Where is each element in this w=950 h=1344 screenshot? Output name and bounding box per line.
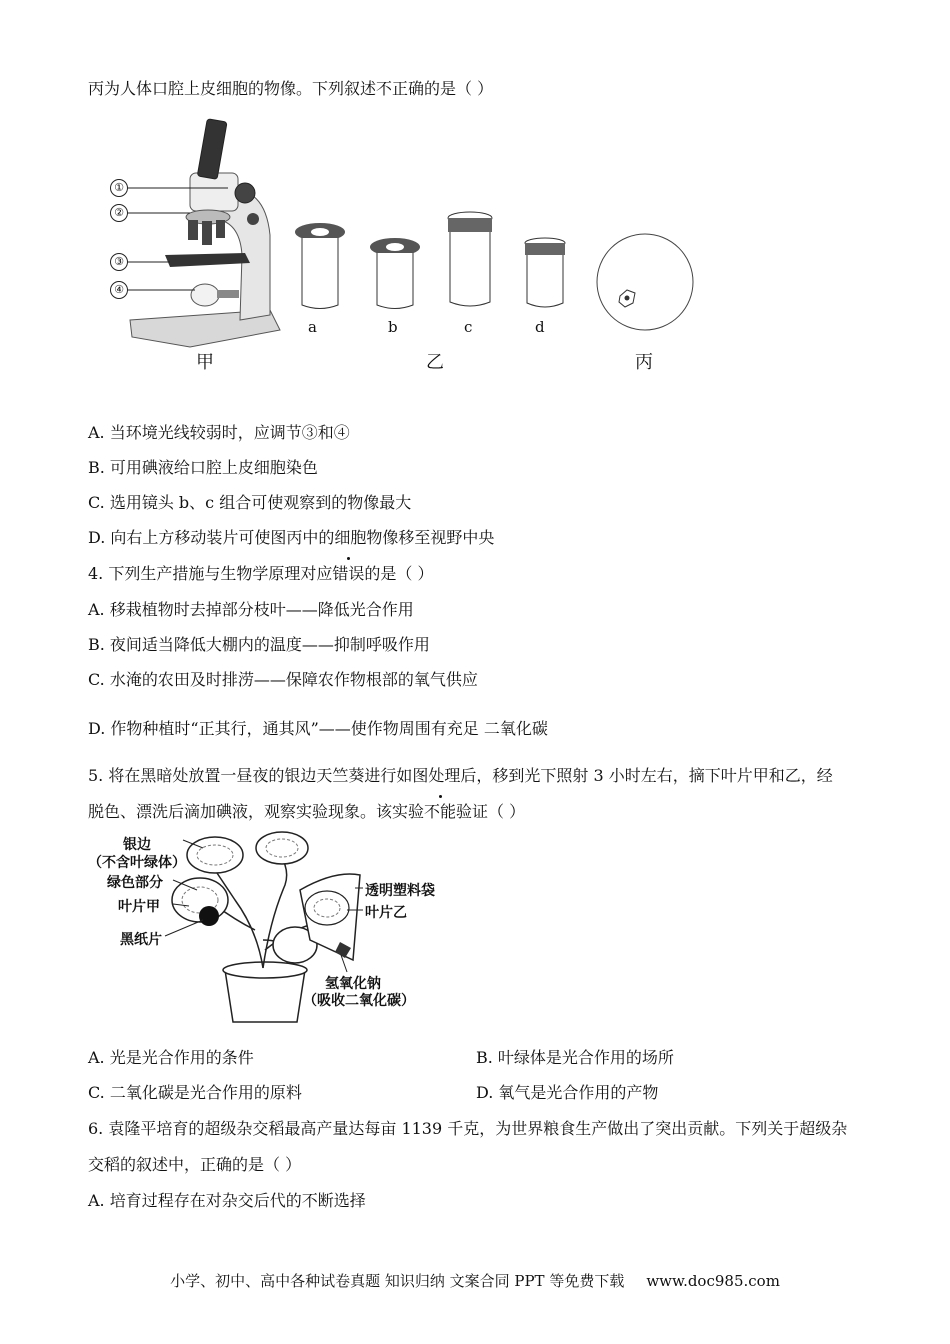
label-leaf-jia: 叶片甲 [118, 899, 160, 915]
q4-option-c: C. 水淹的农田及时排涝——保障农作物根部的氧气供应 [88, 670, 478, 689]
lens-c-image [440, 210, 500, 320]
q3-option-b: B. 可用碘液给口腔上皮细胞染色 [88, 458, 318, 477]
q3-option-a: A. 当环境光线较弱时，应调节③和④ [88, 423, 350, 442]
label-naoh: 氢氧化钠 [325, 976, 381, 992]
lens-c-label: c [464, 318, 473, 336]
q6-stem-line2: 交稻的叙述中，正确的是（ ） [88, 1155, 302, 1174]
label-yinbian: 银边 [123, 837, 151, 853]
q3-figure [100, 110, 720, 380]
lens-a-label: a [308, 318, 317, 336]
q4-stem-emphasis: 错误 [332, 561, 364, 584]
figure-label-bing: 丙 [635, 352, 653, 373]
q3-intro: 丙为人体口腔上皮细胞的物像。下列叙述不正确的是（ ） [88, 79, 494, 98]
lens-d-label: d [535, 318, 545, 336]
marker-2: ② [110, 204, 128, 222]
q5-stem-pre: 脱色、漂洗后滴加碘液，观察实验现象。该实验 [88, 802, 425, 821]
label-leaf-yi: 叶片乙 [365, 905, 407, 921]
q4-stem [88, 561, 433, 584]
q4-option-d: D. 作物种植时“正其行，通其风”——使作物周围有充足 二氧化碳 [88, 719, 548, 738]
q5-stem-emphasis: 不能 [424, 799, 456, 822]
q3-option-d: D. 向右上方移动装片可使图丙中的细胞物像移至视野中央 [88, 528, 495, 547]
q5-stem-post: 验证（ ） [456, 802, 526, 821]
page-footer [0, 1270, 950, 1291]
figure-label-yi: 乙 [426, 352, 444, 373]
marker-4: ④ [110, 281, 128, 299]
label-no-chloroplast: （不含叶绿体） [88, 855, 186, 871]
q5-figure [85, 830, 445, 1030]
q5-stem-line1: 5. 将在黑暗处放置一昼夜的银边天竺葵进行如图处理后，移到光下照射 3 小时左右，摘下叶片甲和乙，经 [88, 766, 833, 785]
figure-label-jia: 甲 [196, 352, 214, 373]
q6-stem-line1: 6. 袁隆平培育的超级杂交稻最高产量达每亩 1139 千克，为世界粮食生产做出了突出贡献。下列关于超级杂 [88, 1119, 848, 1138]
q6-option-a: A. 培育过程存在对杂交后代的不断选择 [88, 1191, 366, 1210]
label-absorb-co2: （吸收二氧化碳） [303, 993, 415, 1009]
q4-option-a: A. 移栽植物时去掉部分枝叶——降低光合作用 [88, 600, 414, 619]
q5-option-c: C. 二氧化碳是光合作用的原料 [88, 1083, 302, 1102]
label-plastic-bag: 透明塑料袋 [365, 883, 435, 899]
q4-option-b: B. 夜间适当降低大棚内的温度——抑制呼吸作用 [88, 635, 430, 654]
field-of-view-image [593, 230, 697, 334]
marker-1: ① [110, 179, 128, 197]
lens-d-image [515, 235, 575, 335]
q4-stem-pre: 4. 下列生产措施与生物学原理对应 [88, 564, 333, 583]
q4-stem-post: 的是（ ） [364, 564, 434, 583]
q5-option-d: D. 氧气是光合作用的产物 [476, 1083, 659, 1102]
label-black-paper: 黑纸片 [120, 932, 162, 948]
q5-option-b: B. 叶绿体是光合作用的场所 [476, 1048, 674, 1067]
label-green-part: 绿色部分 [107, 875, 163, 891]
q3-option-c: C. 选用镜头 b、c 组合可使观察到的物像最大 [88, 493, 412, 512]
footer-url-link[interactable]: www.doc985.com [646, 1272, 780, 1290]
lens-a-image [290, 220, 350, 320]
q5-option-a: A. 光是光合作用的条件 [88, 1048, 254, 1067]
footer-text: 小学、初中、高中各种试卷真题 知识归纳 文案合同 PPT 等免费下载 [170, 1272, 625, 1290]
marker-3: ③ [110, 253, 128, 271]
q5-stem-line2 [88, 799, 525, 822]
lens-b-label: b [388, 318, 398, 336]
